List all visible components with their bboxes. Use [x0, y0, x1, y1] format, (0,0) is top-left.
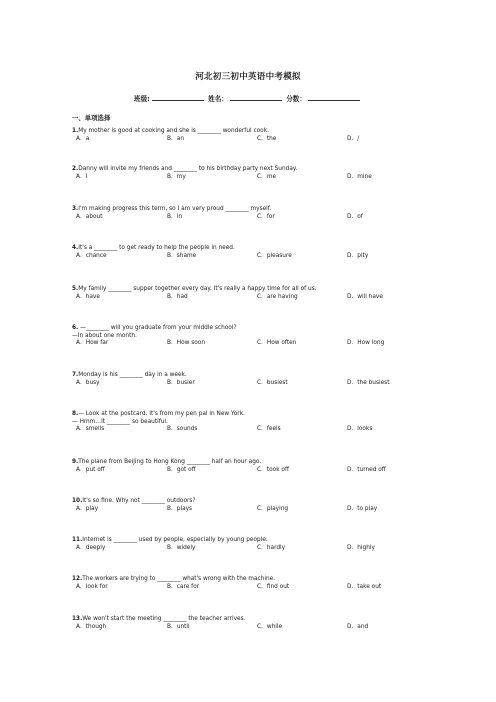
question-number: 9.	[72, 459, 79, 465]
question-number: 10.	[72, 498, 83, 504]
question-stem	[72, 537, 432, 545]
answer-option[interactable]: C．while	[257, 623, 283, 630]
question-text: It's so fine. Why not ________ outdoors?	[82, 498, 196, 504]
answer-options	[72, 214, 432, 222]
answer-option[interactable]: B．in	[167, 213, 183, 220]
answer-option[interactable]: C．hardly	[257, 544, 286, 551]
question-number: 7.	[72, 372, 79, 378]
answer-option[interactable]: A．smells	[76, 426, 105, 433]
answer-option[interactable]: B．plays	[167, 505, 193, 512]
answer-option[interactable]: B．widely	[167, 544, 196, 551]
answer-options	[72, 174, 432, 182]
answer-option[interactable]: C．feels	[257, 426, 281, 433]
answer-option[interactable]: A．How far	[76, 340, 109, 347]
answer-options	[72, 294, 432, 302]
question-number: 11.	[72, 537, 83, 543]
answer-option[interactable]: D．How long	[347, 340, 385, 347]
answer-options	[72, 426, 432, 434]
answer-options	[72, 380, 432, 388]
question-text: My family ________ supper together every day. It's really a happy time for all of us.	[78, 286, 317, 292]
question-stem	[72, 166, 432, 174]
answer-option[interactable]: B．my	[167, 173, 186, 180]
question-item	[72, 411, 432, 434]
question-item	[72, 616, 432, 632]
answer-option[interactable]: D．turned off	[347, 466, 386, 473]
question-number: 8.	[72, 411, 79, 417]
answer-options	[72, 340, 432, 348]
question-item	[72, 166, 432, 182]
question-item	[72, 128, 432, 144]
answer-option[interactable]: D．and	[347, 623, 369, 630]
question-text: We won't start the meeting ________ the teacher arrives.	[82, 616, 246, 622]
question-text: —________ will you graduate from your middle school?	[78, 325, 237, 331]
question-item	[72, 206, 432, 222]
page-title: 河北初三初中英语中考模拟	[195, 72, 301, 82]
question-item	[72, 372, 432, 388]
question-stem	[72, 333, 432, 341]
question-text: My mother is good at cooking and she is ________ wonderful cook.	[78, 128, 269, 134]
answer-option[interactable]: B．How soon	[167, 340, 206, 347]
answer-option[interactable]: B．got off	[167, 466, 196, 473]
question-text: Danny will invite my friends and ________ to his birthday party next Sunday.	[78, 166, 298, 172]
question-number: 4.	[72, 245, 79, 251]
answer-option[interactable]: C．How often	[257, 340, 297, 347]
class-label: 班级:	[134, 95, 150, 103]
answer-option[interactable]: D．of	[347, 213, 363, 220]
answer-options	[72, 545, 432, 553]
question-text: The workers are trying to ________ what's wrong with the machine.	[82, 576, 276, 582]
answer-option[interactable]: B．sounds	[167, 426, 198, 433]
score-blank[interactable]	[308, 94, 360, 101]
answer-option[interactable]: C．the	[257, 135, 277, 142]
answer-option[interactable]: A．have	[76, 293, 100, 300]
answer-option[interactable]: A．busy	[76, 379, 100, 386]
answer-option[interactable]: C．took off	[257, 466, 289, 473]
question-text: I'm making progress this term, so I am very proud ________ myself.	[78, 206, 272, 212]
answer-option[interactable]: C．playing	[257, 505, 289, 512]
answer-options	[72, 467, 432, 475]
question-text: — Hmm…It ________ so beautiful.	[72, 418, 168, 425]
answer-option[interactable]: D．/	[347, 135, 360, 142]
answer-option[interactable]: B．care for	[167, 583, 200, 590]
answer-option[interactable]: B．shame	[167, 252, 197, 259]
answer-option[interactable]: C．busiest	[257, 379, 288, 386]
question-number: 5.	[72, 286, 79, 292]
class-blank[interactable]	[152, 94, 204, 101]
question-item	[72, 286, 432, 302]
score-label: 分数：	[286, 95, 306, 103]
answer-option[interactable]: A．put off	[76, 466, 105, 473]
question-stem	[72, 325, 432, 333]
answer-option[interactable]: C．find out	[257, 583, 290, 590]
question-text: Internet is ________ used by people, especially by young people.	[82, 537, 268, 543]
question-item	[72, 459, 432, 475]
question-stem	[72, 616, 432, 624]
answer-option[interactable]: A．about	[76, 213, 103, 220]
question-stem	[72, 498, 432, 506]
name-label: 姓名：	[208, 95, 228, 103]
question-stem	[72, 206, 432, 214]
answer-option[interactable]: D．take out	[347, 583, 382, 590]
answer-option[interactable]: A．deeply	[76, 544, 106, 551]
question-item	[72, 245, 432, 261]
answer-option[interactable]: A．chance	[76, 252, 107, 259]
question-item	[72, 537, 432, 553]
answer-option[interactable]: D．pity	[347, 252, 369, 259]
question-item	[72, 576, 432, 592]
answer-options	[72, 624, 432, 632]
student-info-line	[0, 93, 496, 103]
answer-option[interactable]: C．for	[257, 213, 275, 220]
answer-option[interactable]: D．looks	[347, 426, 373, 433]
question-number: 13.	[72, 616, 83, 622]
answer-option[interactable]: D．to play	[347, 505, 378, 512]
name-blank[interactable]	[230, 94, 282, 101]
answer-options	[72, 253, 432, 261]
answer-option[interactable]: C．me	[257, 173, 277, 180]
answer-options	[72, 584, 432, 592]
answer-option[interactable]: B．an	[167, 135, 185, 142]
answer-option[interactable]: A．though	[76, 623, 107, 630]
answer-options	[72, 506, 432, 514]
question-number: 12.	[72, 576, 83, 582]
question-number: 3.	[72, 206, 79, 212]
answer-option[interactable]: A．a	[76, 135, 90, 142]
question-item	[72, 325, 432, 348]
question-text: — Look at the postcard. It's from my pen pal in New York.	[78, 411, 245, 417]
answer-option[interactable]: C．pleasure	[257, 252, 292, 259]
answer-option[interactable]: A．look for	[76, 583, 108, 590]
answer-option[interactable]: A．I	[76, 173, 88, 180]
answer-option[interactable]: D．the busiest	[347, 379, 390, 386]
answer-options	[72, 136, 432, 144]
question-stem	[72, 372, 432, 380]
question-stem	[72, 286, 432, 294]
answer-option[interactable]: D．highly	[347, 544, 375, 551]
question-text: It's a ________ to get ready to help the people in need.	[78, 245, 235, 251]
question-stem	[72, 576, 432, 584]
answer-option[interactable]: B．busier	[167, 379, 195, 386]
answer-option[interactable]: D．mine	[347, 173, 372, 180]
question-stem	[72, 459, 432, 467]
question-text: Monday is his ________ day in a week.	[78, 372, 187, 378]
answer-option[interactable]: A．play	[76, 505, 99, 512]
answer-option[interactable]: B．had	[167, 293, 188, 300]
answer-option[interactable]: C．are having	[257, 293, 298, 300]
question-text: The plane from Beijing to Hong Kong ________ half an hour ago.	[78, 459, 262, 465]
answer-option[interactable]: D．will have	[347, 293, 383, 300]
question-stem	[72, 411, 432, 419]
question-number: 6.	[72, 325, 79, 331]
question-text: —In about one month.	[72, 332, 137, 339]
question-stem	[72, 245, 432, 253]
question-stem	[72, 419, 432, 427]
question-stem	[72, 128, 432, 136]
answer-option[interactable]: B．until	[167, 623, 190, 630]
question-item	[72, 498, 432, 514]
question-number: 2.	[72, 166, 79, 172]
section-heading: 一、单项选择	[72, 114, 111, 122]
question-number: 1.	[72, 128, 79, 134]
